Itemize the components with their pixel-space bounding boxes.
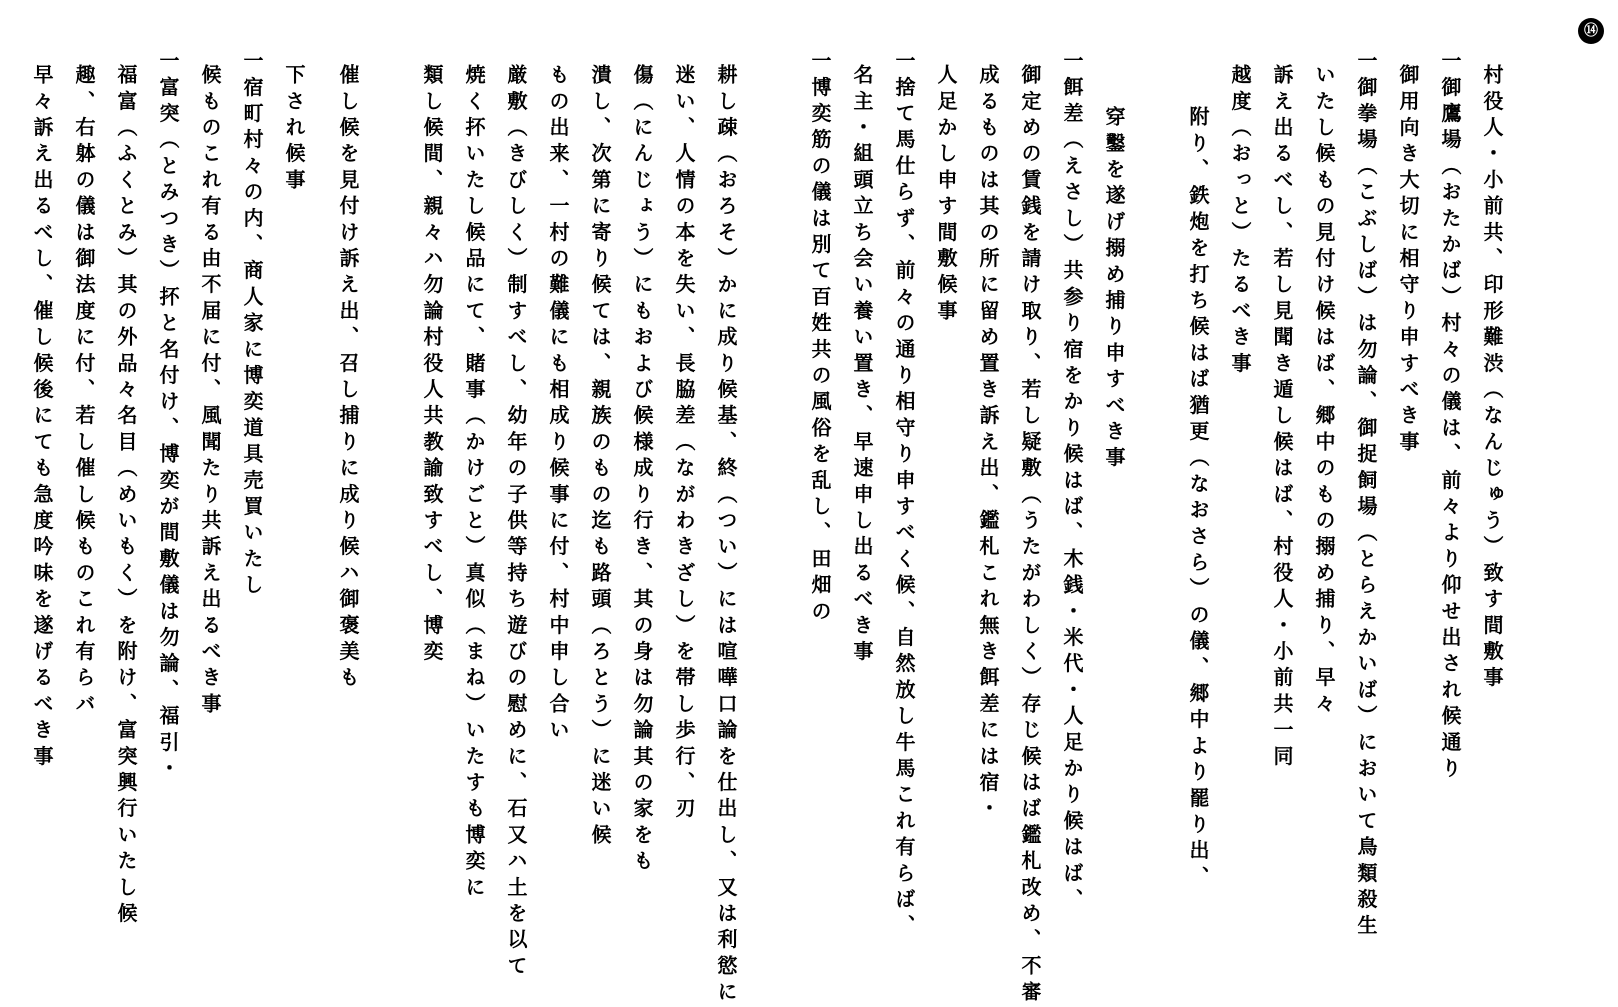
text-column: 迷い、人情の本を失い、長脇差（ながわきざし）を帯し歩行、刃 [672,64,696,824]
text-column: 焼く抔いたし候品にて、賭事（かけごと）真似（まね）いたすも博奕に [462,64,486,903]
text-column: 一博奕筋の儀は別て百姓共の風俗を乱し、田畑の [808,50,832,627]
text-column: 成るものは其の所に留め置き訴え出、鑑札これ無き餌差には宿・ [976,64,1000,824]
text-column: 御用向き大切に相守り申すべき事 [1396,64,1420,457]
text-column: 早々訴え出るべし、催し候後にても急度吟味を遂げるべき事 [30,64,54,772]
text-column: 下され候事 [282,64,306,195]
text-column: 耕し疎（おろそ）かに成り候基、終（つい）には喧嘩口論を仕出し、又は利慾に [714,64,738,1007]
text-column: 名主・組頭立ち会い養い置き、早速申し出るべき事 [850,64,874,667]
text-column: 類し候間、親々ハ勿論村役人共教諭致すべし、博奕 [420,64,444,667]
page-number: ⑭ [1578,18,1604,44]
text-column: いたし候もの見付け候はば、郷中のもの搦め捕り、早々 [1312,64,1336,719]
text-column: 一御拳場（こぶしば）は勿論、御捉飼場（とらえかいば）において鳥類殺生 [1354,50,1378,941]
text-column: 候ものこれ有る由不届に付、風聞たり共訴え出るべき事 [198,64,222,719]
text-column: 傷（にんじょう）にもおよび候様成り行き、其の身は勿論其の家をも [630,64,654,877]
text-column: もの出来、一村の難儀にも相成り候事に付、村中申し合い [546,64,570,746]
text-column: 趣、右躰の儀は御法度に付、若し催し候ものこれ有らバ [72,64,96,719]
text-column: 穿鑿を遂げ搦め捕り申すべき事 [1102,106,1126,473]
text-column: 一富突（とみつき）抔と名付け、博奕が間敷儀は勿論、福引・ [156,50,180,784]
text-column: 一捨て馬仕らず、前々の通り相守り申すべく候、自然放し牛馬これ有らば、 [892,50,916,941]
text-column: 一宿町村々の内、商人家に博奕道具売買いたし [240,50,264,601]
text-column: 越度（おっと）たるべき事 [1228,64,1252,379]
text-column: 催し候を見付け訴え出、召し捕りに成り候ハ御褒美も [336,64,360,693]
text-column: 附り、鉄炮を打ち候はば猶更（なおさら）の儀、郷中より罷り出、 [1186,106,1210,892]
text-column: 福富（ふくとみ）其の外品々名目（めいもく）を附け、富突興行いたし候 [114,64,138,929]
text-column: 村役人・小前共、印形難渋（なんじゅう）致す間敷事 [1480,64,1504,693]
text-column: 人足かし申す間敷候事 [934,64,958,326]
text-column: 御定めの賃銭を請け取り、若し疑敷（うたがわしく）存じ候はば鑑札改め、不審 [1018,64,1042,1007]
text-column: 厳敷（きびしく）制すべし、幼年の子供等持ち遊びの慰めに、石又ハ土を以て [504,64,528,981]
text-column: 潰し、次第に寄り候ては、親族のもの迄も路頭（ろとう）に迷い候 [588,64,612,850]
text-column: 一御鷹場（おたかば）村々の儀は、前々より仰せ出され候通り [1438,50,1462,784]
text-column: 一餌差（えさし）共参り宿をかり候はば、木銭・米代・人足かり候はば、 [1060,50,1084,915]
text-column: 訴え出るべし、若し見聞き遁し候はば、村役人・小前共一同 [1270,64,1294,772]
